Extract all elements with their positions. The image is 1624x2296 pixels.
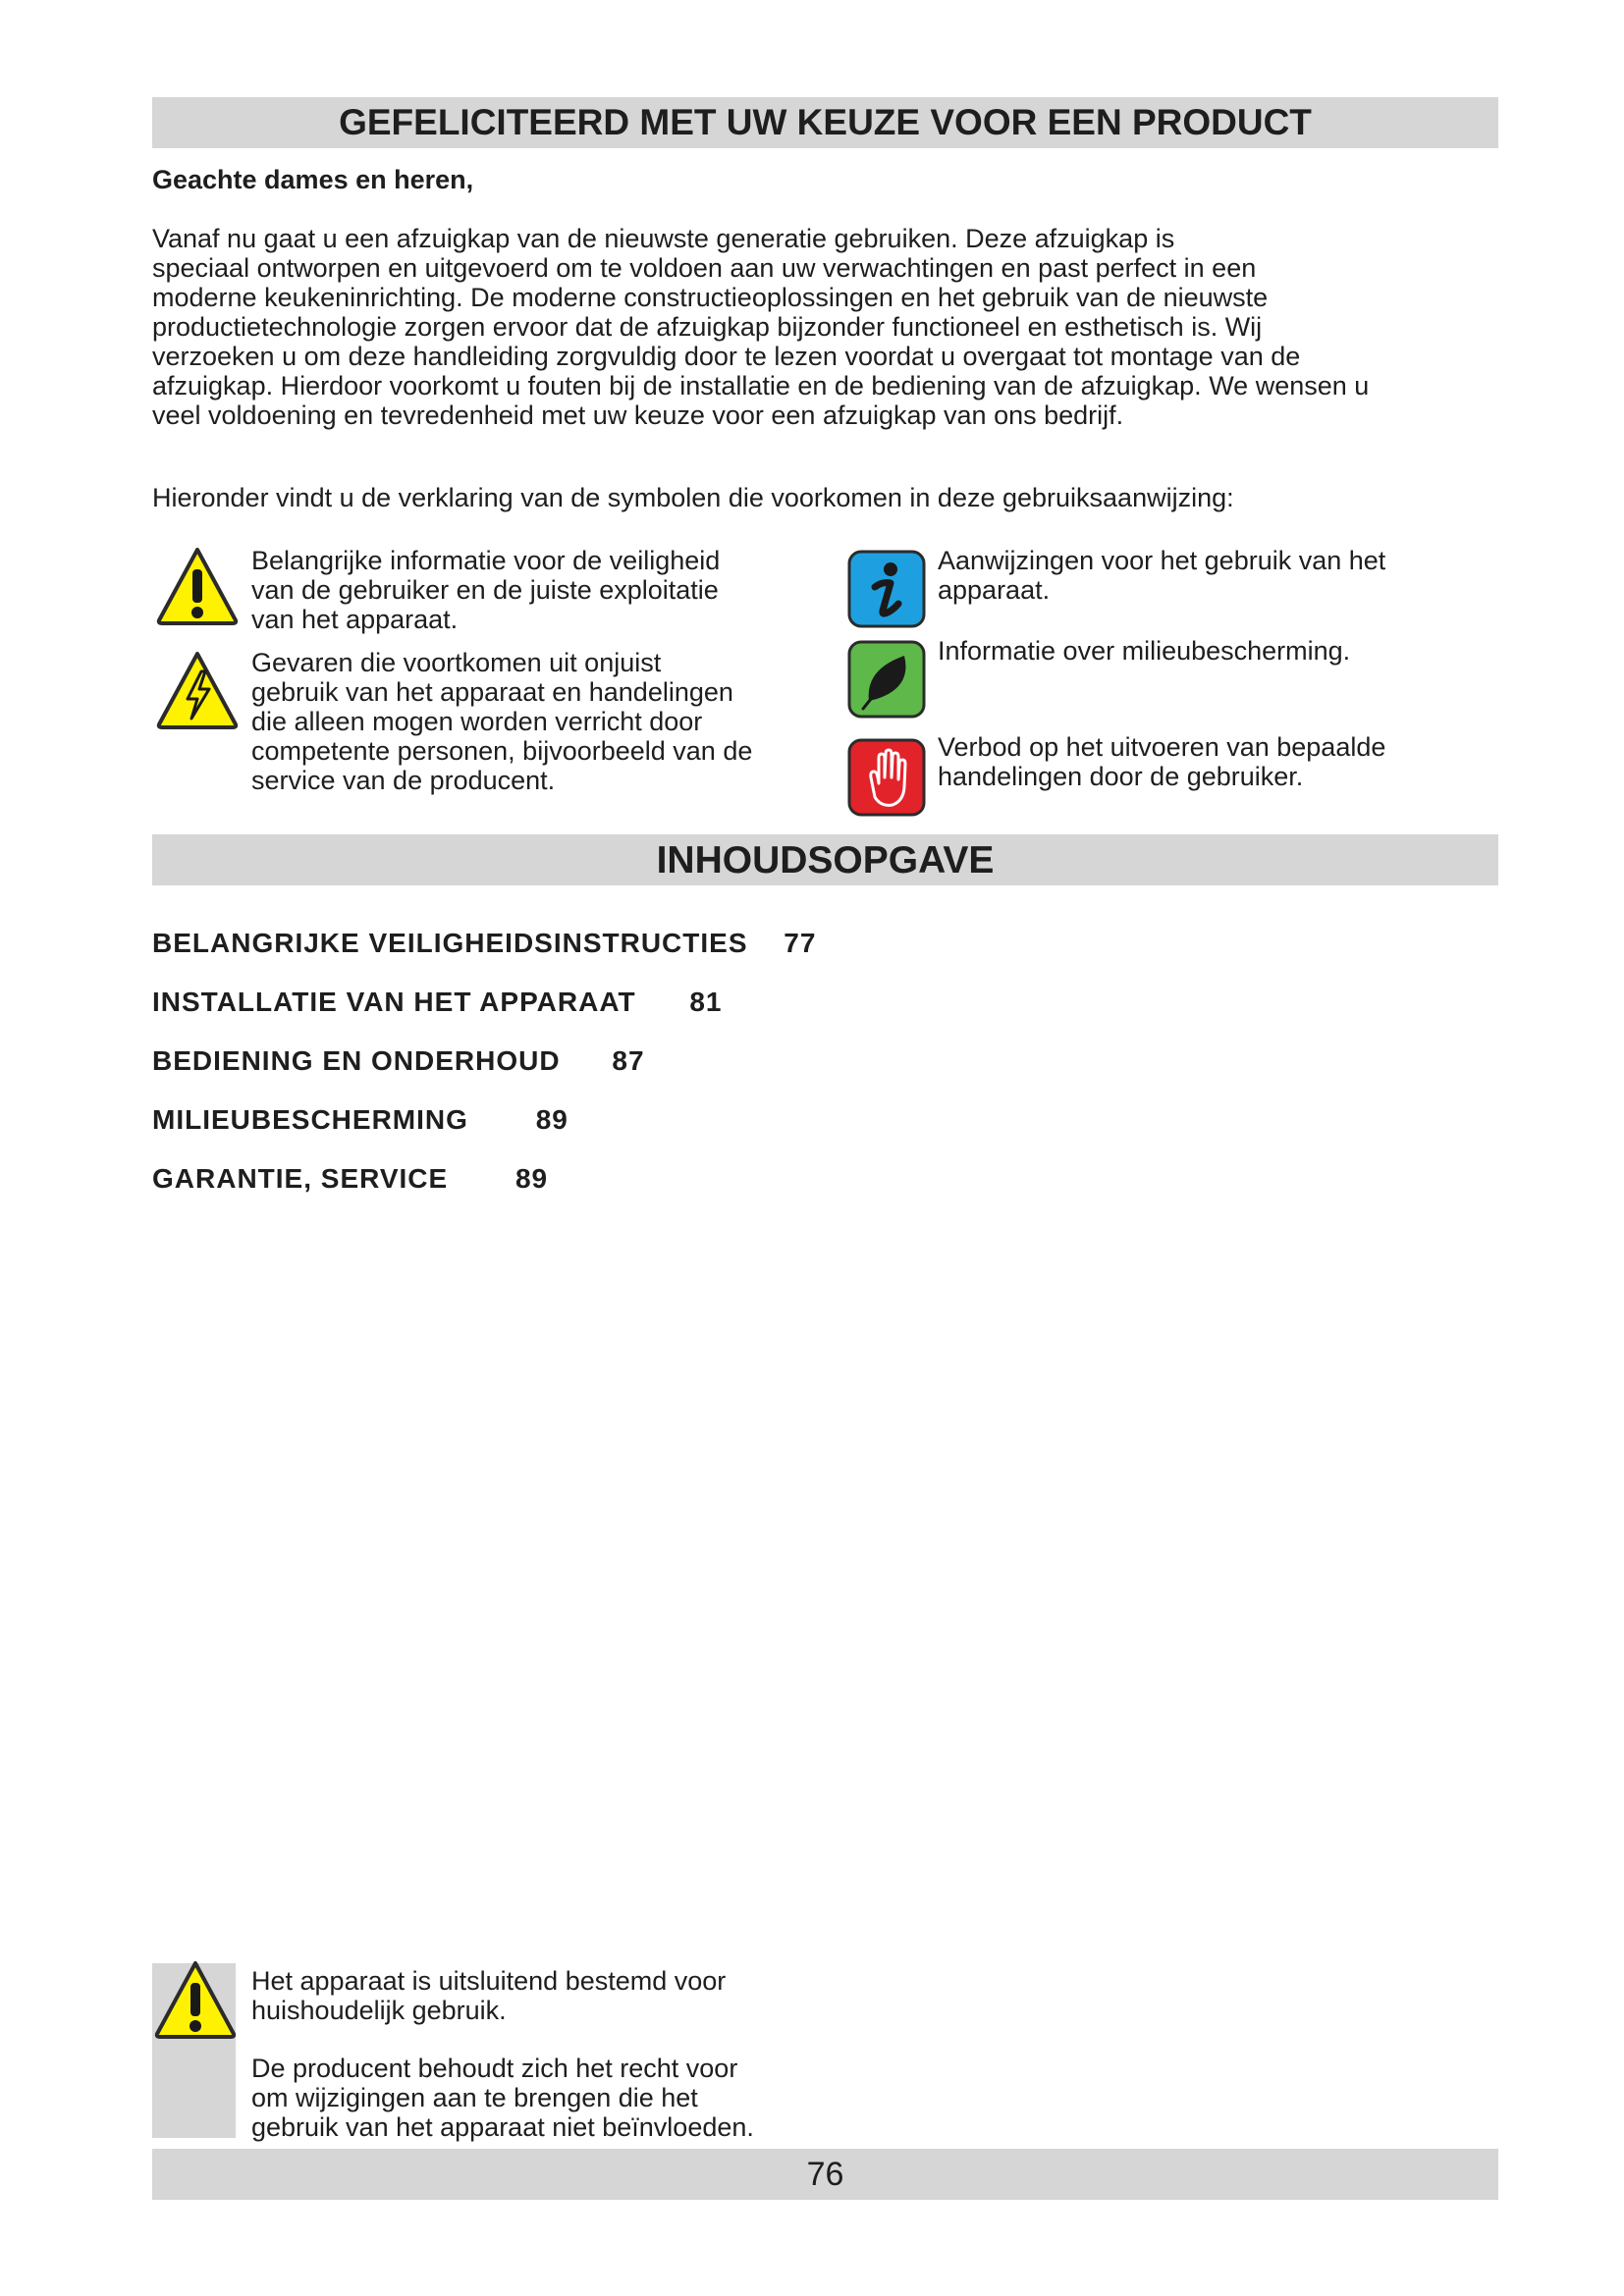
toc-entry-page: 81 xyxy=(689,987,723,1017)
description-line: competente personen, bijvoorbeeld van de xyxy=(251,736,753,766)
toc-entry-label: MILIEUBESCHERMING xyxy=(152,1104,468,1135)
description-line: service van de producent. xyxy=(251,766,556,795)
intro-line: Vanaf nu gaat u een afzuigkap van de nieuwste generatie gebruiken. Deze afzuigkap is xyxy=(152,224,1175,253)
toc-entry-page: 89 xyxy=(535,1104,568,1135)
leaf-icon xyxy=(847,640,926,719)
info-symbol-description xyxy=(938,546,1385,605)
electrical-hazard-icon xyxy=(156,650,239,730)
description-line: gebruik van het apparaat en handelingen xyxy=(251,677,733,707)
description-line: Belangrijke informatie voor de veiligheid xyxy=(251,546,721,575)
toc-entry-environment[interactable] xyxy=(152,1105,816,1164)
toc-entry-label: BEDIENING EN ONDERHOUD xyxy=(152,1045,561,1076)
intro-line: afzuigkap. Hierdoor voorkomt u fouten bij de installatie en de bediening van de afzuigkap. We wensen u xyxy=(152,371,1370,400)
toc-entry-safety[interactable] xyxy=(152,929,816,988)
description-line: Gevaren die voortkomen uit onjuist xyxy=(251,648,662,677)
page-heading: GEFELICITEERD MET UW KEUZE VOOR EEN PRODUCT xyxy=(152,97,1498,148)
environment-symbol-description xyxy=(938,636,1350,666)
table-of-contents xyxy=(152,929,816,1223)
stop-hand-icon xyxy=(847,738,926,817)
salutation: Geachte dames en heren, xyxy=(152,165,474,194)
toc-entry-installation[interactable] xyxy=(152,988,816,1046)
intro-line: productietechnologie zorgen ervoor dat de afzuigkap bijzonder functioneel en esthetisch is. Wij xyxy=(152,312,1263,342)
warning-exclamation-icon xyxy=(156,546,239,626)
household-use-note xyxy=(251,1966,726,2025)
toc-entry-page: 77 xyxy=(784,928,817,958)
description-line: van de gebruiker en de juiste exploitatie xyxy=(251,575,719,605)
symbol-legend-intro: Hieronder vindt u de verklaring van de symbolen die voorkomen in deze gebruiksaanwijzing: xyxy=(152,483,1234,512)
note-line: om wijzigingen aan te brengen die het xyxy=(251,2083,698,2112)
intro-line: verzoeken u om deze handleiding zorgvuldig door te lezen voordat u overgaat tot montage van de xyxy=(152,342,1301,371)
warning-exclamation-icon xyxy=(154,1959,237,2040)
page-number: 76 xyxy=(152,2149,1498,2200)
description-line: Informatie over milieubescherming. xyxy=(938,636,1351,666)
toc-entry-page: 89 xyxy=(514,1163,549,1194)
electrical-symbol-description xyxy=(251,648,752,795)
intro-paragraph xyxy=(152,224,1507,430)
note-line: gebruik van het apparaat niet beïnvloeden. xyxy=(251,2112,754,2142)
prohibition-symbol-description xyxy=(938,732,1385,791)
note-line: huishoudelijk gebruik. xyxy=(251,1996,507,2025)
description-line: handelingen door de gebruiker. xyxy=(938,762,1304,791)
intro-line: veel voldoening en tevredenheid met uw keuze voor een afzuigkap van ons bedrijf. xyxy=(152,400,1124,430)
manufacturer-rights-note xyxy=(251,2054,754,2142)
toc-heading: INHOUDSOPGAVE xyxy=(152,834,1498,885)
note-line: De producent behoudt zich het recht voor xyxy=(251,2054,738,2083)
description-line: Aanwijzingen voor het gebruik van het xyxy=(938,546,1386,575)
info-icon xyxy=(847,550,926,628)
note-line: Het apparaat is uitsluitend bestemd voor xyxy=(251,1966,727,1996)
toc-entry-label: INSTALLATIE VAN HET APPARAAT xyxy=(152,987,636,1017)
description-line: apparaat. xyxy=(938,575,1051,605)
description-line: van het apparaat. xyxy=(251,605,459,634)
intro-line: moderne keukeninrichting. De moderne constructieoplossingen en het gebruik van de nieuwste xyxy=(152,283,1269,312)
intro-line: speciaal ontworpen en uitgevoerd om te voldoen aan uw verwachtingen en past perfect in een xyxy=(152,253,1257,283)
description-line: Verbod op het uitvoeren van bepaalde xyxy=(938,732,1386,762)
toc-entry-operation[interactable] xyxy=(152,1046,816,1105)
toc-entry-label: GARANTIE, SERVICE xyxy=(152,1163,449,1194)
description-line: die alleen mogen worden verricht door xyxy=(251,707,703,736)
toc-entry-label: BELANGRIJKE VEILIGHEIDSINSTRUCTIES xyxy=(152,928,748,958)
safety-symbol-description xyxy=(251,546,720,634)
toc-entry-page: 87 xyxy=(612,1045,645,1076)
toc-entry-warranty[interactable] xyxy=(152,1164,816,1223)
